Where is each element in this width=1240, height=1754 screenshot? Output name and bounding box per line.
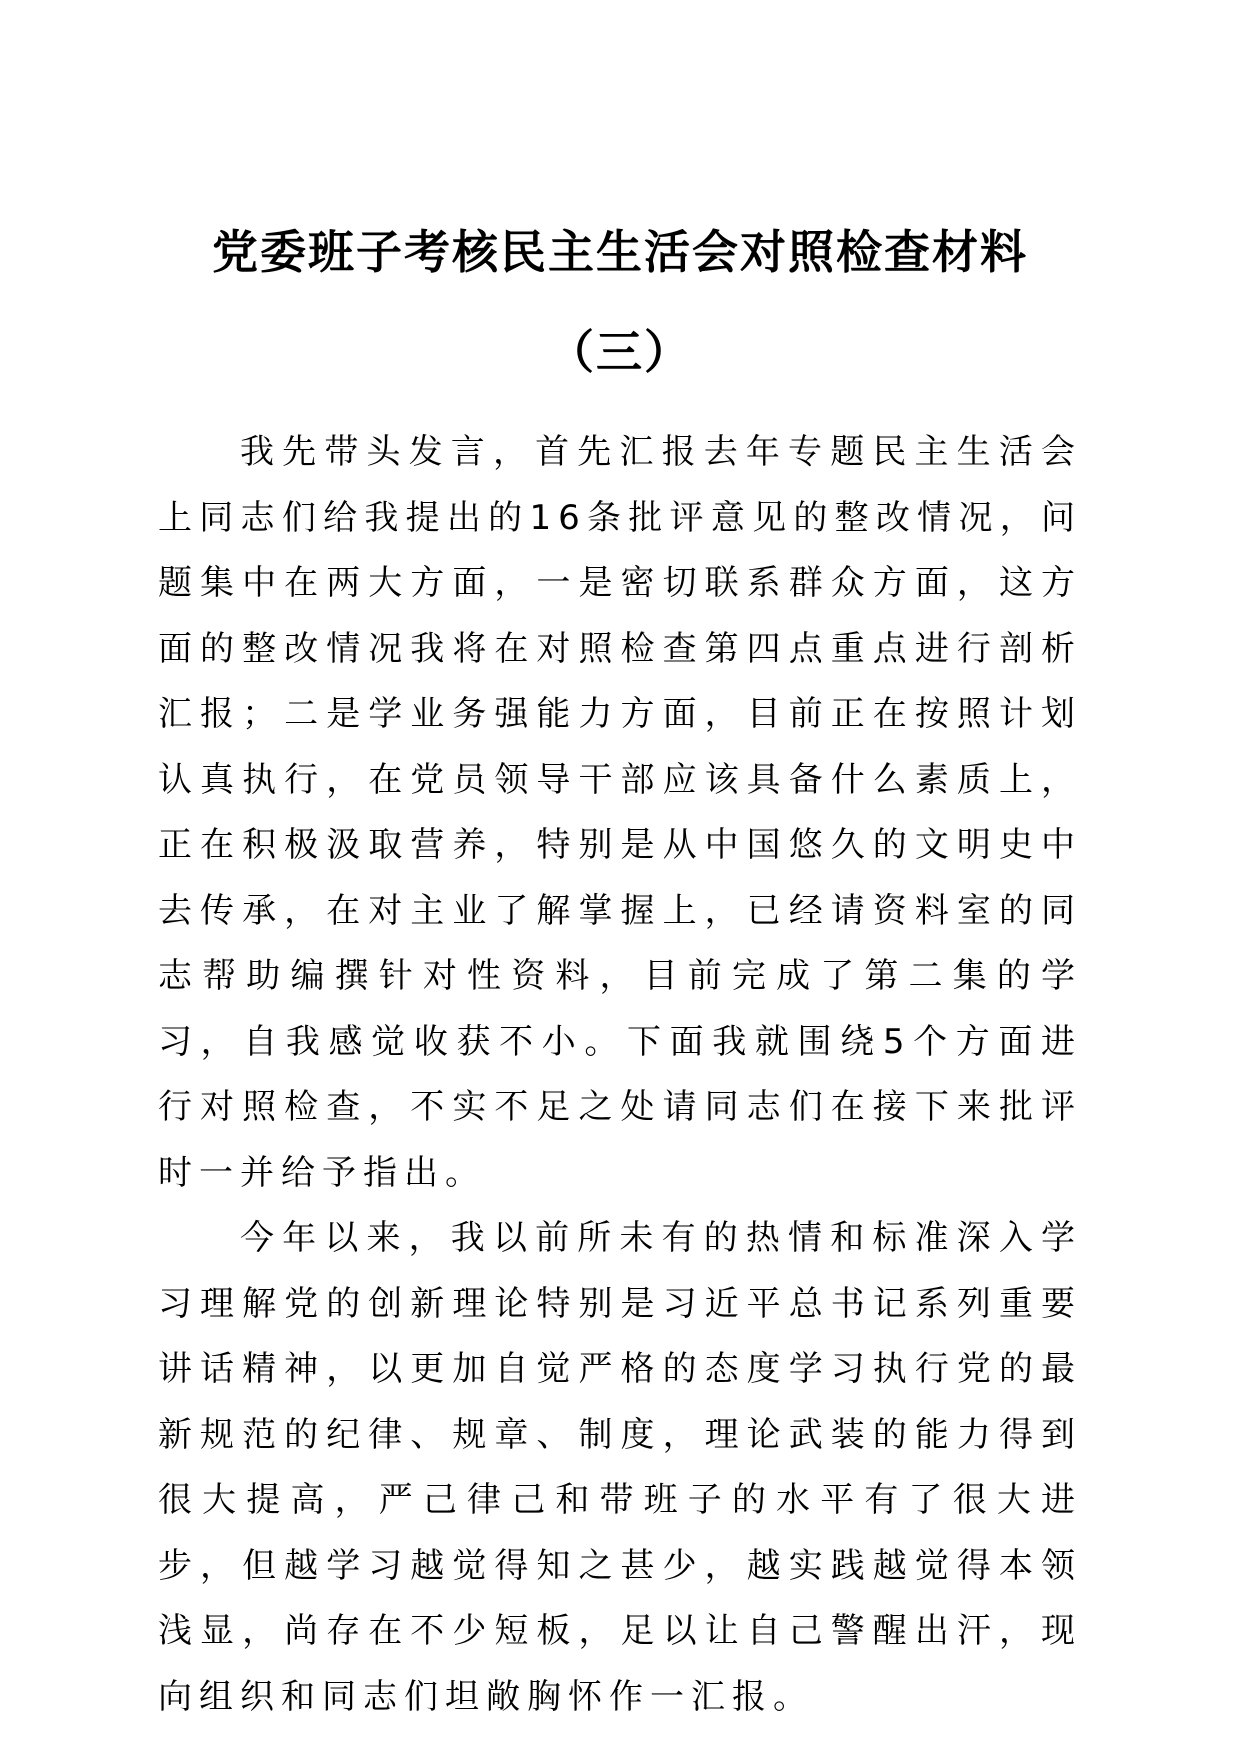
paragraph-2: 今年以来，我以前所未有的热情和标准深入学习理解党的创新理论特别是习近平总书记系列重要讲话精神，以更加自觉严格的态度学习执行党的最新规范的纪律、规章、制度，理论武装的能力得到很大提高，严己律己和带班子的水平有了很大进步，但越学习越觉得知之甚少，越实践越觉得本领浅显，尚存在不少短板，足以让自己警醒出汗，现向组织和同志们坦敞胸怀作一汇报。	[158, 1218, 1082, 1717]
document-subtitle: （三）	[548, 325, 692, 379]
paragraph-1: 我先带头发言，首先汇报去年专题民主生活会上同志们给我提出的16条批评意见的整改情况，问题集中在两大方面，一是密切联系群众方面，这方面的整改情况我将在对照检查第四点重点进行剖析汇报；二是学业务强能力方面，目前正在按照计划认真执行，在党员领导干部应该具备什么素质上，正在积极汲取营养，特别是从中国悠久的文明史中去传承，在对主业了解掌握上，已经请资料室的同志帮助编撰针对性资料，目前完成了第二集的学习，自我感觉收获不小。下面我就围绕5个方面进行对照检查，不实不足之处请同志们在接下来批评时一并给予指出。	[158, 432, 1082, 1193]
document-title: 党委班子考核民主生活会对照检查材料	[212, 225, 1028, 279]
document-body	[158, 420, 1082, 1730]
